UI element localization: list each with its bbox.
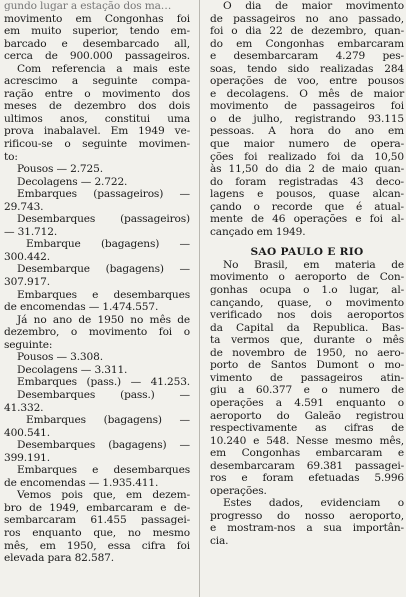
text-line: lagens e pousos, quase alcan-: [210, 188, 404, 201]
text-line: progresso do nosso aeroporto,: [210, 509, 404, 522]
section-heading: SAO PAULO E RIO: [250, 246, 364, 259]
text-line: bro de 1949, embarcaram e de-: [4, 501, 190, 514]
text-line: to:: [4, 150, 18, 163]
text-line: pessoas. A hora do ano em: [210, 125, 404, 138]
text-line: e decolagens. O mês de maior: [210, 87, 404, 100]
text-line: gonhas ocupa o 1.o lugar, al-: [210, 284, 404, 297]
text-line: 399.191.: [4, 451, 50, 464]
text-line: de encomendas — 1.935.411.: [4, 476, 159, 489]
text-line: mês, em 1950, essa cifra foi: [4, 539, 190, 552]
text-line: Decolagens — 3.311.: [17, 363, 128, 376]
text-line: ultimos anos, constitui uma: [4, 112, 190, 125]
text-line: Desembarque (bagagens) —: [17, 263, 190, 276]
right-column: [210, 0, 404, 548]
text-line: ta vermos que, durante o mês: [210, 334, 404, 347]
column-divider: [199, 0, 200, 597]
text-line: movimento o aeroporto de Con-: [210, 271, 404, 284]
text-line: çando o recorde que é atual-: [210, 200, 404, 213]
text-line: Pousos — 3.308.: [17, 351, 103, 364]
text-line: meses de dezembro dos dois: [4, 100, 190, 113]
text-line: Desembarques (passageiros): [17, 213, 190, 226]
text-line: sembarcaram 61.455 passagei-: [4, 514, 190, 527]
text-line: Decolagens — 2.722.: [17, 175, 128, 188]
text-line: porto de Santos Dumont o mo-: [210, 359, 404, 372]
text-line: seguinte:: [4, 338, 53, 351]
text-line: cançando, quase, o movimento: [210, 296, 404, 309]
text-line: foi o dia 22 de dezembro, quan-: [210, 25, 404, 38]
text-line: Embarques (pass.) — 41.253.: [17, 376, 190, 389]
text-line: Vemos pois que, em dezem-: [17, 489, 190, 502]
text-line: Embarques (bagagens) —: [26, 414, 190, 427]
text-line: cerca de 900.000 passageiros.: [4, 50, 190, 63]
right-column-first-part: [210, 0, 404, 238]
text-line: ções foi realizado foi da 10,50: [210, 150, 404, 163]
text-line: em muito superior, tendo em-: [4, 25, 190, 38]
text-line: No Brasil, em materia de: [223, 258, 404, 271]
text-line: cia.: [210, 534, 229, 547]
text-line: Embarques e desembarques: [17, 464, 190, 477]
text-line: ros e foram efetuadas 5.996: [210, 472, 404, 485]
text-line: do foram registradas 43 deco-: [210, 175, 404, 188]
text-line: 29.743.: [4, 200, 44, 213]
text-line: operações a 4.591 enquanto o: [210, 396, 404, 409]
text-line: 41.332.: [4, 401, 44, 414]
text-line: — 31.712.: [4, 225, 58, 238]
text-line: dezembro, o movimento foi o: [4, 326, 190, 339]
text-line: Desembarques (pass.) —: [17, 388, 190, 401]
text-line: do em Congonhas embarcaram: [210, 37, 404, 50]
text-line: respectivamente as cifras de: [210, 422, 404, 435]
text-line: que maior numero de opera-: [210, 138, 404, 151]
text-line: Embarques e desembarques: [17, 288, 190, 301]
text-line: ração entre o movimento dos: [4, 87, 190, 100]
text-line: operações de voo, entre pousos: [210, 75, 404, 88]
text-line: e mostram-nos a sua importân-: [210, 522, 404, 535]
text-line: cançado em 1949.: [210, 225, 306, 238]
text-line: e desembarcaram 4.279 pes-: [210, 50, 404, 63]
text-line: às 11,50 do dia 2 de maio quan-: [210, 163, 404, 176]
text-line: ros enquanto que, no mesmo: [4, 526, 190, 539]
text-line: barcado e desembarcado all,: [4, 37, 190, 50]
text-line: de encomendas — 1.474.557.: [4, 301, 159, 314]
text-line: Desembarques (bagagens) —: [17, 439, 190, 452]
text-line: operações.: [210, 484, 267, 497]
right-column-second-part: [210, 259, 404, 548]
text-line: de passageiros no ano passado,: [210, 12, 404, 25]
text-line: verificado nos dois aeroportos: [210, 309, 404, 322]
text-line: desembarcaram 69.381 passagei-: [210, 459, 404, 472]
text-line: vimento de passageiros atin-: [210, 371, 404, 384]
text-line: O dia de maior movimento: [223, 0, 404, 12]
text-line: o de julho, registrando 93.115: [210, 112, 404, 125]
left-column: [4, 0, 190, 565]
text-line: Com referencia a mais este: [17, 62, 190, 75]
text-line: movimento de passageiros foi: [210, 100, 404, 113]
text-line: Embarque (bagagens) —: [26, 238, 190, 251]
text-line: da Capital da Republica. Bas-: [210, 321, 404, 334]
text-line: prova inabalavel. Em 1949 ve-: [4, 125, 190, 138]
text-line: aeroporto do Galeão registrou: [210, 409, 404, 422]
text-line: 10.240 e 548. Nesse mesmo mês,: [210, 434, 404, 447]
text-line: giu a 60.377 e o numero de: [210, 384, 404, 397]
text-line: rificou-se o seguinte movimen-: [4, 138, 190, 151]
text-line: Embarques (passageiros) —: [17, 188, 190, 201]
text-line: mente de 46 operações e foi al-: [210, 213, 404, 226]
text-line: em Congonhas embarcaram e: [210, 447, 404, 460]
text-line: 307.917.: [4, 276, 50, 289]
text-line: elevada para 82.587.: [4, 552, 114, 565]
text-line: 400.541.: [4, 426, 50, 439]
text-line: Estes dados, evidenciam o: [223, 497, 404, 510]
text-line: movimento em Congonhas foi: [4, 12, 190, 25]
text-line: acrescimo a seguinte compa-: [4, 75, 190, 88]
text-line: Já no ano de 1950 no mês de: [17, 313, 190, 326]
text-line: gundo lugar a estação dos ma…: [4, 0, 172, 12]
text-line: soas, tendo sido realizadas 284: [210, 62, 404, 75]
text-line: Pousos — 2.725.: [17, 163, 103, 176]
text-line: de novembro de 1950, no aero-: [210, 346, 404, 359]
text-line: 300.442.: [4, 250, 50, 263]
